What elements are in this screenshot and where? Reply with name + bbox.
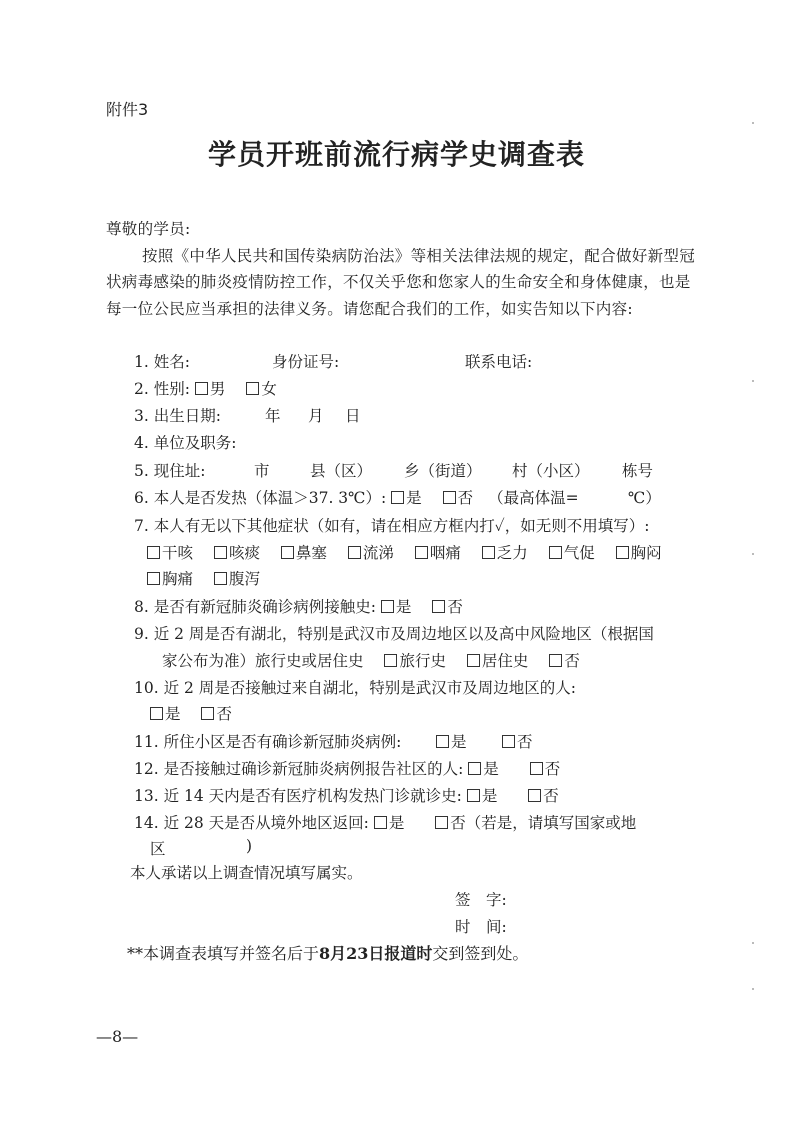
q11-yes-option[interactable]: 是 [436,730,467,752]
scan-mark [752,553,754,555]
q8-row: 8. 是否有新冠肺炎确诊病例接触史: 是 否 [134,598,463,616]
q7-label: 7. 本人有无以下其他症状（如有，请在相应方框内打✓，如无则不用填写）: [134,517,650,535]
q14-yes-option[interactable]: 是 [374,814,405,832]
greeting: 尊敬的学员: [106,220,191,238]
q3-year: 年 [265,407,281,425]
symptom-option[interactable]: 气促 [549,544,595,562]
checkbox[interactable] [549,654,562,667]
intro-block [106,216,706,322]
q14-no-option[interactable]: 否（若是，请填写国家或地 [435,814,636,832]
checkbox[interactable] [432,600,445,613]
q5-city: 市 [254,462,270,480]
q12-yes-option[interactable]: 是 [468,760,499,778]
q3-month: 月 [308,407,324,425]
q13-row: 13. 近 14 天内是否有医疗机构发热门诊就诊史: 是 否 [134,787,559,805]
q5-village: 村（小区） [512,462,590,480]
checkbox[interactable] [214,546,227,559]
q2-row: 2. 性别: 男 女 [134,380,277,398]
checkbox[interactable] [549,546,562,559]
q5-label: 5. 现住址: [134,462,206,480]
q13-no-option[interactable]: 否 [528,787,559,805]
q10-no-option[interactable]: 否 [201,705,232,723]
checkbox[interactable] [482,546,495,559]
q9-line1: 9. 近 2 周是否有湖北，特别是武汉市及周边地区以及高中风险地区（根据国 [134,625,654,643]
q14-row: 14. 近 28 天是否从境外地区返回: 是 否（若是，请填写国家或地 [134,814,637,832]
symptom-option[interactable]: 胸闷 [616,544,662,562]
q3-label: 3. 出生日期: [134,407,221,425]
signature-field: 签 字: [455,891,507,909]
checkbox[interactable] [436,735,449,748]
checkbox[interactable] [246,382,259,395]
q13-yes-option[interactable]: 是 [467,787,498,805]
q10-label: 10. 近 2 周是否接触过来自湖北，特别是武汉市及周边地区的人: [134,679,577,697]
scan-mark [752,122,754,124]
symptom-option[interactable]: 咳痰 [214,544,260,562]
checkbox[interactable] [150,707,163,720]
q1-id: 身份证号: [272,353,340,371]
q2-female-option[interactable]: 女 [246,380,277,398]
q6-max-temp-prefix: （最高体温= [488,489,579,507]
page-number: —8— [96,1027,139,1046]
symptom-option[interactable]: 乏力 [482,544,528,562]
q10-options [150,702,232,724]
checkbox[interactable] [281,546,294,559]
scan-mark [752,988,754,990]
symptom-option[interactable]: 流涕 [348,544,394,562]
checkbox[interactable] [201,707,214,720]
checkbox[interactable] [214,572,227,585]
q5-county: 县（区） [310,462,373,480]
page-title: 学员开班前流行病学史调查表 [207,138,585,171]
q6-no-option[interactable]: 否 [443,489,474,507]
q6-yes-option[interactable]: 是 [391,489,422,507]
q7-symptoms-row2 [147,567,276,589]
checkbox[interactable] [528,789,541,802]
checkbox[interactable] [443,491,456,504]
submission-notice: **本调查表填写并签名后于8月23日报道时交到签到处。 [127,944,529,963]
q1-name: 1. 姓名: [134,353,190,371]
symptom-option[interactable]: 咽痛 [415,544,461,562]
checkbox[interactable] [467,654,480,667]
q9-no-option[interactable]: 否 [549,652,580,670]
q5-town: 乡（街道） [404,462,482,480]
checkbox[interactable] [147,546,160,559]
checkbox[interactable] [435,816,448,829]
q6-row: 6. 本人是否发热（体温＞37. 3℃）: 是 否 （最高体温= [134,489,579,507]
checkbox[interactable] [381,600,394,613]
q1-phone: 联系电话: [465,353,533,371]
symptom-option[interactable]: 胸痛 [147,570,193,588]
symptom-option[interactable]: 鼻塞 [281,544,327,562]
scan-mark [752,380,754,382]
checkbox[interactable] [415,546,428,559]
scan-mark [752,942,754,944]
q4-label: 4. 单位及职务: [134,434,237,452]
q5-building: 栋号 [622,462,654,480]
checkbox[interactable] [348,546,361,559]
q12-row: 12. 是否接触过确诊新冠肺炎病例报告社区的人: 是 否 [134,760,561,778]
checkbox[interactable] [384,654,397,667]
q11-no-option[interactable]: 否 [502,730,533,752]
q9-live-option[interactable]: 居住史 [467,652,529,670]
symptom-option[interactable]: 腹泻 [214,570,260,588]
q6-max-temp-suffix: ℃） [628,489,661,507]
pledge-text: 本人承诺以上调查情况填写属实。 [130,864,363,882]
q2-male-option[interactable]: 男 [195,380,226,398]
checkbox[interactable] [616,546,629,559]
checkbox[interactable] [502,735,515,748]
checkbox[interactable] [391,491,404,504]
attachment-label: 附件3 [106,100,149,119]
checkbox[interactable] [468,762,481,775]
q3-day: 日 [345,407,361,425]
symptom-option[interactable]: 干咳 [147,544,193,562]
checkbox[interactable] [467,789,480,802]
q7-symptoms-row1 [147,541,662,563]
intro-paragraph: 按照《中华人民共和国传染病防治法》等相关法律法规的规定，配合做好新型冠状病毒感染的肺炎疫情防控工作，不仅关乎您和您家人的生命安全和身体健康，也是每一位公民应当承担的法律义务。请您配合我们的工作，如实告知以下内容: [106,246,696,318]
q14-line2b: ) [246,837,253,855]
time-field: 时 间: [455,918,507,936]
q10-yes-option[interactable]: 是 [150,705,181,723]
q8-no-option[interactable]: 否 [432,598,463,616]
q9-travel-option[interactable]: 旅行史 [384,652,446,670]
checkbox[interactable] [530,762,543,775]
q14-line2a: 区 [150,840,166,858]
q11-label: 11. 所住小区是否有确诊新冠肺炎病例: [134,733,402,751]
checkbox[interactable] [195,382,208,395]
q8-yes-option[interactable]: 是 [381,598,412,616]
checkbox[interactable] [147,572,160,585]
q12-no-option[interactable]: 否 [530,760,561,778]
q9-line2: 家公布为准）旅行史或居住史 旅行史 居住史 否 [162,652,580,670]
checkbox[interactable] [374,816,387,829]
